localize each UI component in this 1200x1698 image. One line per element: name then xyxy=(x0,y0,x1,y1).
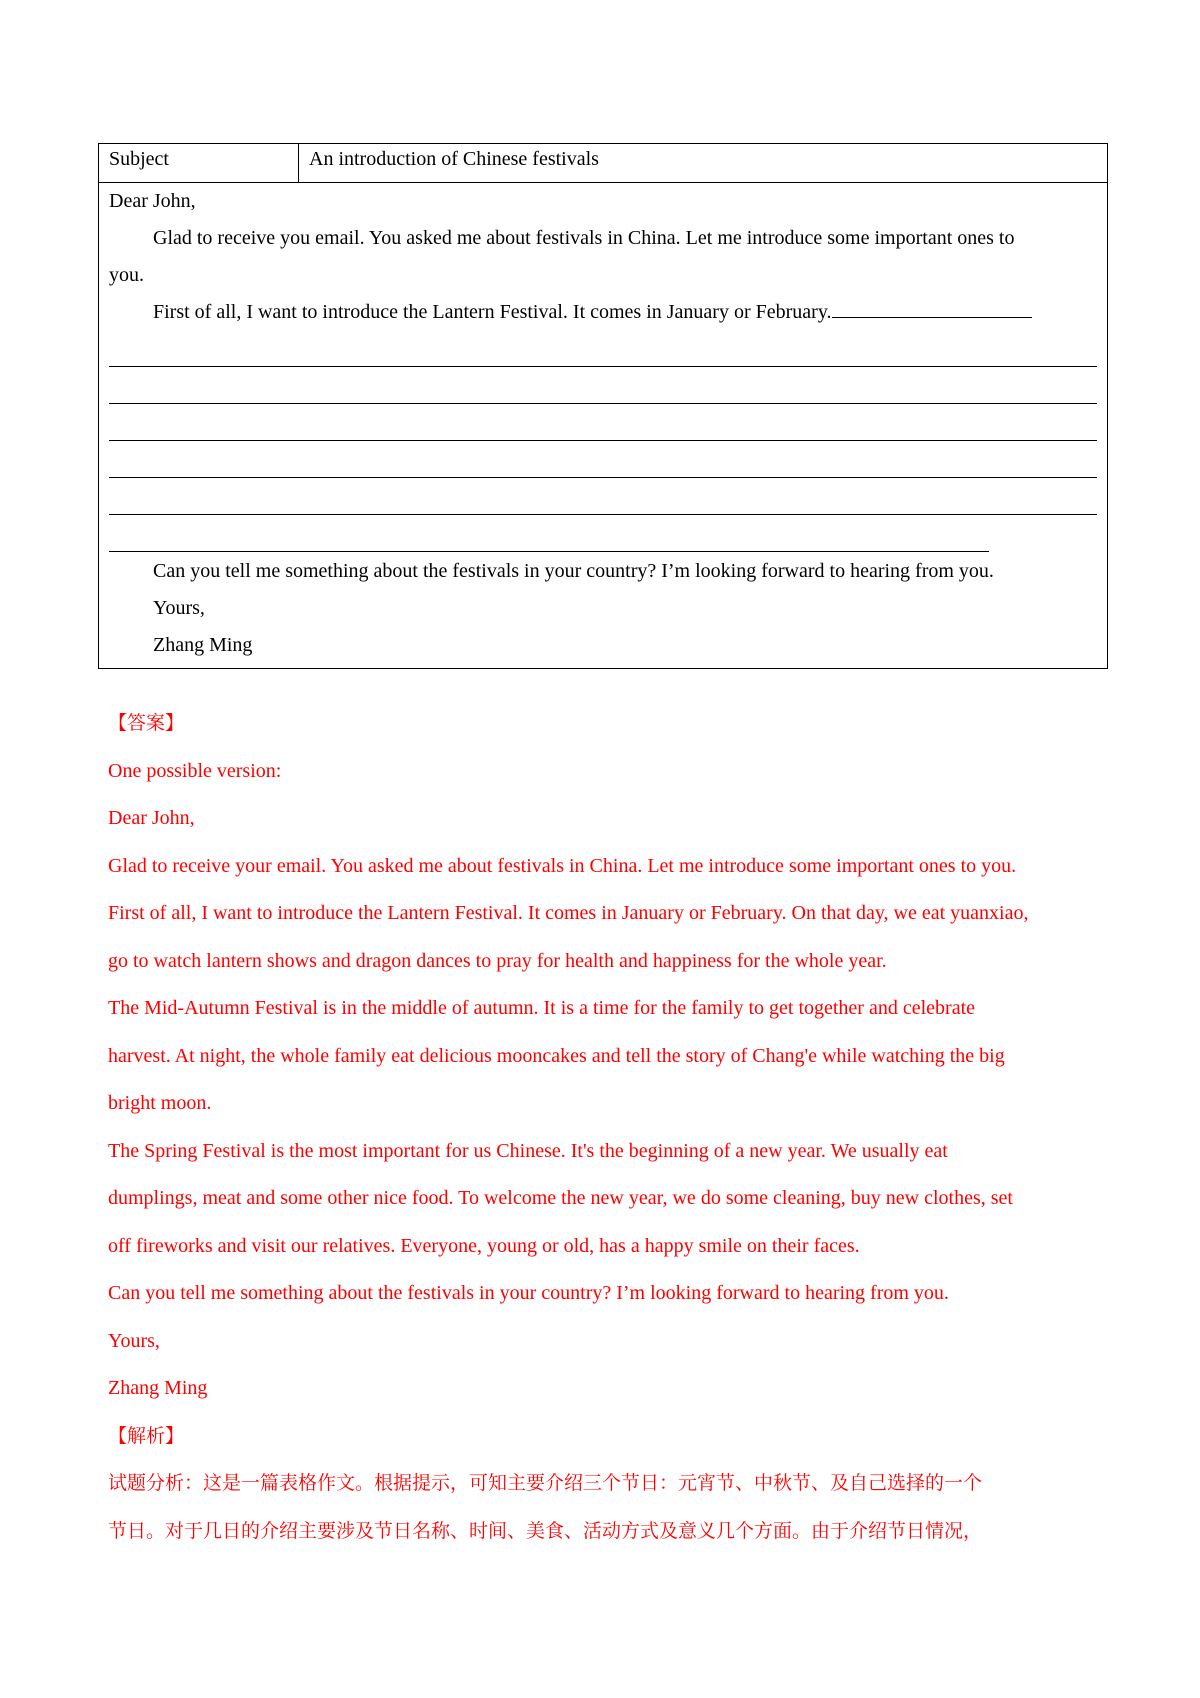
letter-table xyxy=(98,143,1108,669)
subject-row xyxy=(99,144,1107,183)
letter-paragraph-2-text: First of all, I want to introduce the Lantern Festival. It comes in January or February. xyxy=(153,301,832,323)
letter-paragraph-1b: you. xyxy=(109,264,144,286)
letter-paragraph-2 xyxy=(109,294,1097,331)
answer-line: First of all, I want to introduce the Lantern Festival. It comes in January or February. On that day, we eat yuanxiao, xyxy=(108,902,1029,924)
answer-blank-line[interactable] xyxy=(109,479,1097,515)
answer-blank-inline[interactable] xyxy=(832,299,1032,318)
letter-greeting: Dear John, xyxy=(109,190,196,212)
answer-line: Dear John, xyxy=(108,807,195,829)
answer-line: One possible version: xyxy=(108,759,282,782)
answer-blank-line-short[interactable] xyxy=(109,516,989,552)
answer-line: Glad to receive your email. You asked me about festivals in China. Let me introduce some important ones to you. xyxy=(108,854,1017,877)
answer-blank-line[interactable] xyxy=(109,405,1097,441)
answer-heading: 【答案】 xyxy=(108,712,185,734)
answer-line: off fireworks and visit our relatives. Everyone, young or old, has a happy smile on their faces. xyxy=(108,1234,860,1257)
answer-line: bright moon. xyxy=(108,1092,212,1114)
answer-line: dumplings, meat and some other nice food. To welcome the new year, we do some cleaning, buy new clothes, set xyxy=(108,1187,1013,1209)
answer-line: Yours, xyxy=(108,1329,160,1352)
answer-blank-line[interactable] xyxy=(109,331,1097,367)
subject-value: An introduction of Chinese festivals xyxy=(309,148,599,170)
letter-paragraph-1a: Glad to receive you email. You asked me about festivals in China. Let me introduce some important ones to xyxy=(153,227,1015,249)
answer-blank-line[interactable] xyxy=(109,442,1097,478)
letter-body xyxy=(99,183,1107,668)
answer-line: harvest. At night, the whole family eat delicious mooncakes and tell the story of Chang'e while watching the big xyxy=(108,1044,1005,1067)
answer-line: go to watch lantern shows and dragon dances to pray for health and happiness for the whole year. xyxy=(108,949,887,972)
subject-label: Subject xyxy=(99,144,299,182)
answer-section xyxy=(108,700,1108,1555)
analysis-heading: 【解析】 xyxy=(108,1424,185,1447)
answer-line: Zhang Ming xyxy=(108,1377,208,1399)
answer-blank-line[interactable] xyxy=(109,368,1097,404)
answer-line: The Mid-Autumn Festival is in the middle of autumn. It is a time for the family to get together and celebrate xyxy=(108,997,976,1019)
answer-line: Can you tell me something about the festivals in your country? I’m looking forward to hearing from you. xyxy=(108,1282,949,1304)
analysis-line: 试题分析：这是一篇表格作文。根据提示，可知主要介绍三个节日：元宵节、中秋节、及自己选择的一个 xyxy=(108,1472,983,1494)
letter-signoff: Yours, xyxy=(153,597,205,619)
letter-closing-question: Can you tell me something about the festivals in your country? I’m looking forward to hearing from you. xyxy=(153,560,994,582)
letter-signature: Zhang Ming xyxy=(153,634,253,656)
analysis-line: 节日。对于几日的介绍主要涉及节日名称、时间、美食、活动方式及意义几个方面。由于介绍节日情况， xyxy=(108,1519,983,1542)
answer-line: The Spring Festival is the most important for us Chinese. It's the beginning of a new year. We usually eat xyxy=(108,1139,948,1162)
